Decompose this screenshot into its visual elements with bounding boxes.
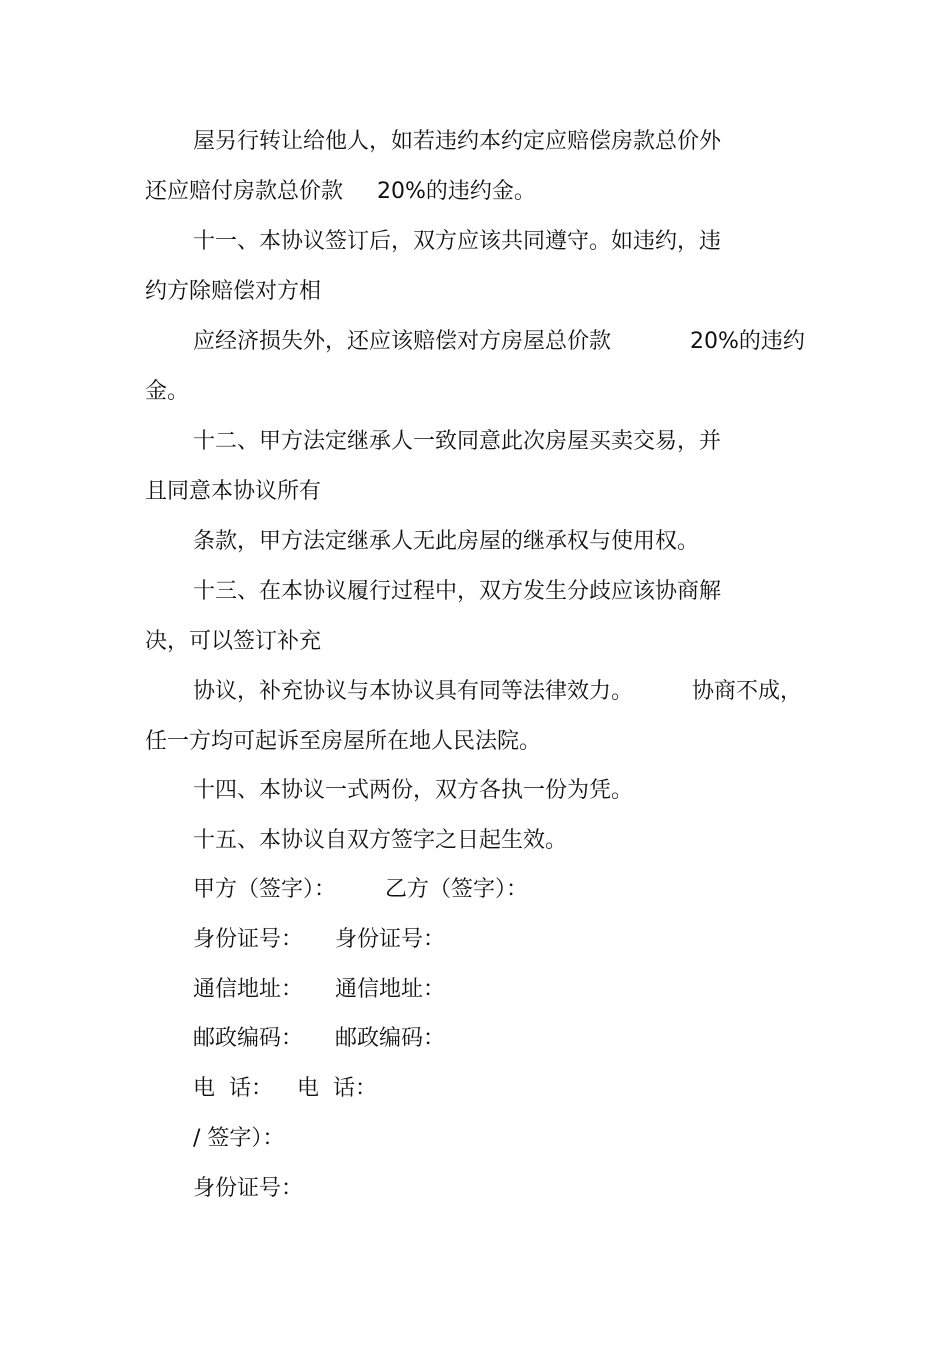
text-segment: 金。 — [145, 379, 190, 404]
party-a-phone-label: 电 话： — [193, 1076, 273, 1101]
text-segment: 决，可以签订补充 — [145, 629, 322, 654]
text-segment: 且同意本协议所有 — [145, 479, 322, 504]
text-segment: 20%的违约 — [690, 329, 805, 354]
party-b-signature-label: 乙方（签字）： — [385, 877, 529, 902]
text-segment: 协议，补充协议与本协议具有同等法律效力。 — [193, 679, 634, 704]
party-b-postal-label: 邮政编码： — [335, 1026, 446, 1051]
text-segment: 还应赔付房款总价款 — [145, 179, 344, 204]
text-segment: 协商不成， — [692, 679, 803, 704]
text-segment: 十四、本协议一式两份，双方各执一份为凭。 — [193, 778, 634, 803]
party-a-id-label: 身份证号： — [193, 927, 304, 952]
text-segment: 20%的违约金。 — [377, 179, 536, 204]
party-a-signature-label: 甲方（签字）： — [193, 877, 337, 902]
text-segment: 约方除赔偿对方相 — [145, 279, 322, 304]
text-segment: 任一方均可起诉至房屋所在地人民法院。 — [145, 729, 542, 754]
text-segment: / 签字）： — [193, 1126, 285, 1151]
party-a-postal-label: 邮政编码： — [193, 1026, 304, 1051]
party-b-phone-label: 电 话： — [297, 1076, 377, 1101]
text-segment: 十三、在本协议履行过程中，双方发生分歧应该协商解 — [193, 579, 722, 604]
text-segment: 十五、本协议自双方签字之日起生效。 — [193, 828, 568, 853]
party-b-id-label: 身份证号： — [335, 927, 446, 952]
text-segment: 应经济损失外，还应该赔偿对方房屋总价款 — [193, 329, 612, 354]
text-segment: 条款，甲方法定继承人无此房屋的继承权与使用权。 — [193, 529, 700, 554]
text-segment: 十二、甲方法定继承人一致同意此次房屋买卖交易，并 — [193, 429, 722, 454]
party-a-address-label: 通信地址： — [193, 977, 304, 1002]
text-segment: 十一、本协议签订后，双方应该共同遵守。如违约，违 — [193, 229, 722, 254]
party-b-address-label: 通信地址： — [335, 977, 446, 1002]
text-segment: 屋另行转让给他人，如若违约本约定应赔偿房款总价外 — [193, 129, 722, 154]
text-segment: 身份证号： — [193, 1176, 304, 1201]
